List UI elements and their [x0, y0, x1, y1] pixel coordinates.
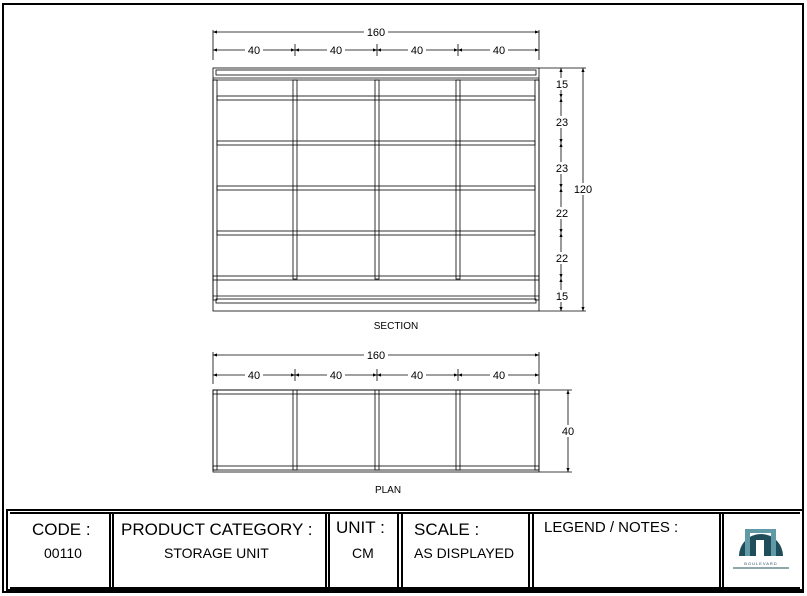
section-dim-40-1: 40 [247, 45, 261, 57]
section-dim-15-bottom: 15 [555, 291, 569, 303]
section-dim-22-a: 22 [555, 208, 569, 220]
plan-dim-40-2: 40 [329, 370, 343, 382]
section-view [213, 25, 594, 332]
plan-dim-40-1: 40 [247, 370, 261, 382]
unit-value: CM [352, 545, 374, 561]
plan-dim-40-depth: 40 [561, 426, 575, 438]
sheet-border [3, 4, 803, 592]
plan-view [213, 349, 577, 496]
section-dim-23-b: 23 [555, 163, 569, 175]
plan-caption: PLAN [374, 485, 402, 496]
plan-dim-160-label: 160 [366, 350, 386, 362]
plan-dim-40-4: 40 [492, 370, 506, 382]
section-height-dims [539, 68, 594, 311]
plan-cabinet [213, 390, 539, 472]
category-label: PRODUCT CATEGORY : [121, 520, 313, 539]
section-dim-23-a: 23 [555, 117, 569, 129]
code-label: CODE : [32, 520, 91, 539]
category-value: STORAGE UNIT [164, 545, 269, 561]
section-dim-40-2: 40 [329, 45, 343, 57]
svg-text:BOULEVARD: BOULEVARD [744, 561, 778, 566]
brand-logo [733, 529, 789, 568]
section-dim-40-4: 40 [492, 45, 506, 57]
scale-value: AS DISPLAYED [414, 545, 515, 561]
section-module-dims [213, 44, 539, 57]
section-dim-22-b: 22 [555, 253, 569, 265]
notes-label: LEGEND / NOTES : [544, 519, 679, 536]
unit-label: UNIT : [336, 518, 385, 537]
section-dim-15-top: 15 [555, 79, 569, 91]
section-caption: SECTION [373, 321, 419, 332]
scale-label: SCALE : [414, 520, 480, 539]
plan-dim-40-3: 40 [410, 370, 424, 382]
section-dim-120: 120 [573, 184, 593, 196]
plan-module-dims [213, 369, 539, 382]
section-cabinet [213, 68, 539, 311]
section-dim-160-label: 160 [366, 27, 386, 39]
code-value: 00110 [44, 545, 82, 561]
section-dim-40-3: 40 [410, 45, 424, 57]
